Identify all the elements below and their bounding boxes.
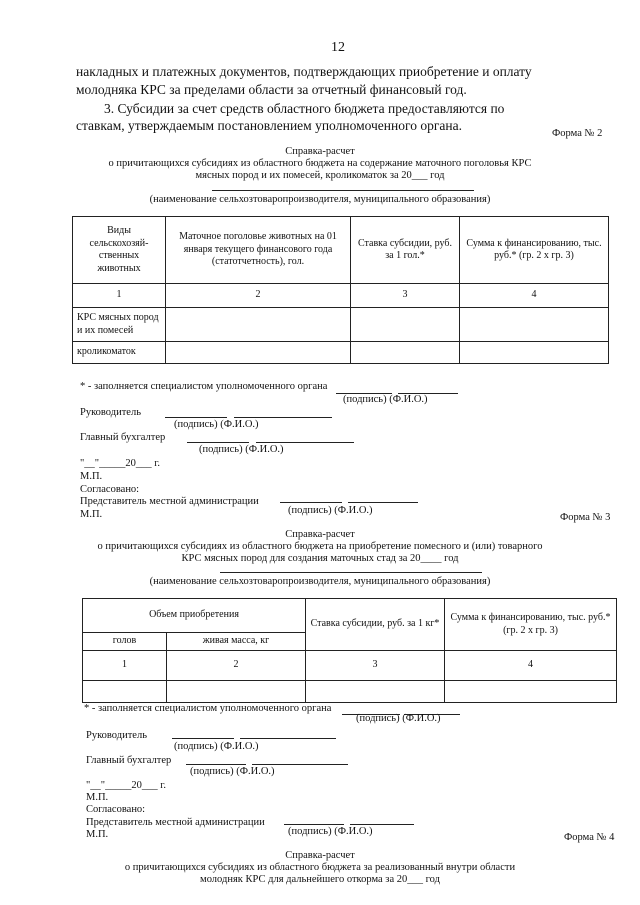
accountant-label: Главный бухгалтер (86, 755, 172, 766)
stamp-place: М.П. (86, 792, 109, 803)
date-field: "__"_____20___ г. (86, 780, 166, 791)
header-rate: Ставка субсидии, руб. за 1 кг* (306, 599, 445, 651)
header-sum: Сумма к финансированию, тыс. руб.* (гр. 2 х гр. 3) (445, 599, 617, 651)
form-subtitle: мясных пород и их помесей, кроликоматок за 20___ год (195, 170, 445, 181)
form-label: Форма № 3 (560, 512, 611, 523)
form-subtitle: КРС мясных пород для создания маточных стад за 20____ год (181, 553, 459, 564)
header-herd-count: Маточное поголовье животных на 01 января текущего финансового года (статотчетность), гол. (166, 217, 351, 284)
signature-caption: (подпись) (Ф.И.О.) (174, 741, 259, 752)
table-cell (351, 342, 460, 364)
intro-line: 3. Субсидии за счет средств областного бюджета предоставляются по (104, 101, 505, 116)
header-volume: Объем приобретения (83, 599, 306, 633)
header-animal-kind: Виды сельскохозяй-ственных животных (73, 217, 166, 284)
col-number: 4 (445, 651, 617, 681)
signature-caption: (подпись) (Ф.И.О.) (356, 713, 441, 724)
footnote: * - заполняется специалистом уполномоченного органа (84, 703, 332, 714)
stamp-place: М.П. (86, 829, 109, 840)
org-name-line (220, 572, 482, 573)
director-label: Руководитель (80, 407, 141, 418)
form-subtitle: молодняк КРС для дальнейшего откорма за 20___ год (200, 874, 440, 885)
row-label: кроликоматок (73, 342, 166, 364)
signature-caption: (подпись) (Ф.И.О.) (288, 826, 373, 837)
row-label: КРС мясных пород и их помесей (73, 308, 166, 342)
table-cell (83, 681, 167, 703)
name-line (240, 738, 336, 739)
header-weight: живая масса, кг (167, 633, 306, 651)
table-cell (306, 681, 445, 703)
col-number: 1 (73, 284, 166, 308)
stamp-place: М.П. (80, 509, 103, 520)
header-sum: Сумма к финансированию, тыс. руб.* (гр. 2 х гр. 3) (460, 217, 609, 284)
name-line (350, 824, 414, 825)
table-cell (445, 681, 617, 703)
col-number: 1 (83, 651, 167, 681)
col-number: 2 (166, 284, 351, 308)
director-label: Руководитель (86, 730, 147, 741)
signature-line (284, 824, 344, 825)
form-title: Справка-расчет (285, 146, 355, 157)
col-number: 3 (306, 651, 445, 681)
org-caption: (наименование сельхозтоваропроизводителя, муниципального образования) (149, 576, 491, 587)
form-subtitle: о причитающихся субсидиях из областного бюджета за реализованный внутри области (124, 862, 516, 873)
signature-caption: (подпись) (Ф.И.О.) (288, 505, 373, 516)
agreed-label: Согласовано: (86, 804, 146, 815)
table-cell (351, 308, 460, 342)
signature-caption: (подпись) (Ф.И.О.) (190, 766, 275, 777)
col-number: 3 (351, 284, 460, 308)
signature-caption: (подпись) (Ф.И.О.) (199, 444, 284, 455)
signature-line (172, 738, 234, 739)
date-field: "__"_____20___ г. (80, 458, 160, 469)
table-cell (460, 308, 609, 342)
header-rate: Ставка субсидии, руб. за 1 гол.* (351, 217, 460, 284)
col-number: 4 (460, 284, 609, 308)
signature-line (165, 417, 227, 418)
org-caption: (наименование сельхозтоваропроизводителя, муниципального образования) (149, 194, 491, 205)
name-line (252, 764, 348, 765)
agreed-label: Согласовано: (80, 484, 140, 495)
table-cell (166, 342, 351, 364)
representative-label: Представитель местной администрации (80, 496, 259, 507)
form-subtitle: о причитающихся субсидиях из областного бюджета на содержание маточного поголовья КРС (108, 158, 532, 169)
header-heads: голов (83, 633, 167, 651)
name-line (348, 502, 418, 503)
form3-table (82, 598, 617, 703)
signature-caption: (подпись) (Ф.И.О.) (343, 394, 428, 405)
form-label: Форма № 2 (552, 128, 603, 139)
footnote: * - заполняется специалистом уполномоченного органа (80, 381, 328, 392)
signature-line (186, 764, 246, 765)
accountant-label: Главный бухгалтер (80, 432, 166, 443)
stamp-place: М.П. (80, 471, 103, 482)
signature-line (280, 502, 342, 503)
page-number: 12 (331, 40, 345, 55)
form2-table (72, 216, 609, 364)
intro-line: молодняка КРС за пределами области за отчетный финансовый год. (76, 82, 467, 97)
name-line (234, 417, 332, 418)
form-title: Справка-расчет (285, 850, 355, 861)
representative-label: Представитель местной администрации (86, 817, 265, 828)
col-number: 2 (167, 651, 306, 681)
intro-line: накладных и платежных документов, подтверждающих приобретение и оплату (76, 64, 532, 79)
name-line (256, 442, 354, 443)
org-name-line (212, 190, 474, 191)
form-title: Справка-расчет (285, 529, 355, 540)
signature-line (187, 442, 249, 443)
table-cell (460, 342, 609, 364)
intro-line: ставкам, утверждаемым постановлением уполномоченного органа. (76, 118, 462, 133)
form-label: Форма № 4 (564, 832, 615, 843)
table-cell (167, 681, 306, 703)
signature-caption: (подпись) (Ф.И.О.) (174, 419, 259, 430)
form-subtitle: о причитающихся субсидиях из областного бюджета на приобретение помесного и (или) товарного (97, 541, 543, 552)
table-cell (166, 308, 351, 342)
